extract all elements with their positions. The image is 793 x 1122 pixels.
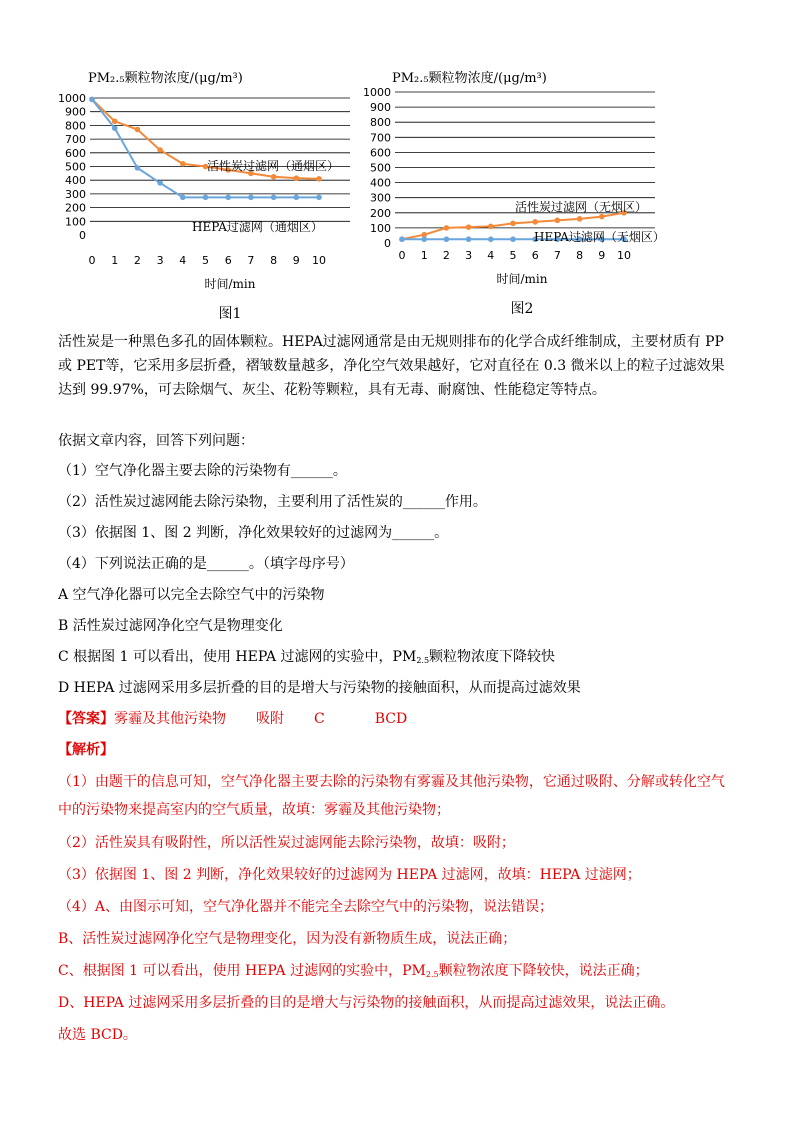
data-point: [316, 176, 322, 182]
x-tick-label: 5: [202, 254, 209, 267]
x-tick-label: 7: [553, 249, 561, 262]
figure-1-chart: [50, 0, 370, 330]
data-point: [532, 219, 538, 225]
instruction: 依据文章内容，回答下列问题：: [58, 433, 254, 449]
option-c: [58, 646, 748, 666]
series-label: HEPA过滤网（通烟区）: [192, 220, 323, 234]
data-point: [248, 195, 254, 201]
analysis-p8: 故选 BCD。: [58, 1027, 137, 1043]
y-tick-label: 200: [370, 206, 391, 220]
series-line: [92, 99, 319, 197]
analysis-p6-tail: 颗粒物浓度下降较快，说法正确；: [438, 963, 649, 979]
analysis-p1: （1）由题干的信息可知，空气净化器主要去除的污染物有雾霾及其他污染物，它通过吸附、分解或转化空气中的污染物来提高室内的空气质量，故填：雾霾及其他污染物；: [58, 774, 725, 818]
question-1: （1）空气净化器主要去除的污染物有______。: [58, 463, 347, 479]
data-point: [112, 118, 118, 124]
option-c-tail: 颗粒物浓度下降较快: [429, 649, 556, 665]
figure-caption: 图1: [218, 306, 242, 322]
data-point: [157, 180, 163, 186]
x-tick-label: 6: [531, 249, 539, 262]
analysis-p6: [58, 960, 748, 980]
data-point: [466, 236, 472, 242]
answer-label: 【答案】: [58, 711, 114, 727]
data-point: [89, 97, 95, 103]
figure-1: [50, 0, 370, 330]
y-tick-label: 300: [65, 187, 86, 201]
analysis-p5: B、活性炭过滤网净化空气是物理变化，因为没有新物质生成，说法正确；: [58, 931, 517, 947]
data-point: [444, 225, 450, 231]
data-point: [599, 214, 605, 220]
data-point: [225, 195, 231, 201]
x-tick-label: 2: [442, 249, 450, 262]
answer-line: [58, 708, 748, 728]
x-tick-label: 8: [576, 249, 584, 262]
data-point: [203, 195, 209, 201]
y-tick-label: 0: [384, 237, 391, 250]
data-point: [316, 195, 322, 201]
y-tick-label: 1000: [363, 86, 391, 99]
x-tick-label: 3: [156, 254, 164, 267]
data-point: [510, 236, 516, 242]
data-point: [157, 147, 163, 153]
x-axis-label: 时间/min: [204, 277, 256, 291]
y-tick-label: 100: [370, 221, 391, 235]
option-b: B 活性炭过滤网净化空气是物理变化: [58, 618, 283, 634]
answer-1: 雾霾及其他污染物: [114, 711, 226, 727]
data-point: [577, 216, 583, 222]
y-tick-label: 600: [370, 146, 391, 160]
y-tick-label: 900: [370, 101, 391, 115]
analysis-p4: （4）A、由图示可知，空气净化器并不能完全去除空气中的污染物，说法错误；: [58, 899, 554, 915]
question-4: （4）下列说法正确的是______。（填字母序号）: [58, 556, 354, 572]
analysis-p2: （2）活性炭具有吸附性，所以活性炭过滤网能去除污染物，故填：吸附；: [58, 835, 515, 851]
y-tick-label: 600: [65, 146, 86, 160]
option-c-sub: 2.5: [416, 656, 430, 665]
analysis-p3: （3）依据图 1、图 2 判断，净化效果较好的过滤网为 HEPA 过滤网，故填：HEPA 过滤网；: [58, 867, 641, 883]
y-tick-label: 100: [65, 215, 86, 229]
x-tick-label: 0: [88, 254, 96, 267]
x-tick-label: 2: [133, 254, 141, 267]
data-point: [271, 195, 277, 201]
y-tick-label: 700: [370, 131, 391, 145]
x-tick-label: 10: [312, 254, 326, 267]
option-d: D HEPA 过滤网采用多层折叠的目的是增大与污染物的接触面积，从而提高过滤效果: [58, 680, 581, 696]
data-point: [294, 175, 300, 181]
figure-2-chart: [360, 0, 690, 330]
x-tick-label: 9: [598, 249, 606, 262]
chart-title: PM₂.₅颗粒物浓度/(μg/m³): [392, 71, 547, 86]
data-point: [510, 221, 516, 227]
data-point: [294, 195, 300, 201]
x-tick-label: 7: [247, 254, 255, 267]
x-tick-label: 6: [224, 254, 232, 267]
data-point: [555, 218, 561, 224]
x-tick-label: 1: [111, 254, 119, 267]
y-tick-label: 200: [65, 201, 86, 215]
x-tick-label: 9: [292, 254, 300, 267]
y-tick-label: 400: [65, 174, 86, 188]
option-a: A 空气净化器可以完全去除空气中的污染物: [58, 587, 325, 603]
data-point: [488, 224, 494, 230]
data-point: [112, 125, 118, 131]
question-2: （2）活性炭过滤网能去除污染物，主要利用了活性炭的______作用。: [58, 494, 487, 510]
y-tick-label: 800: [370, 116, 391, 130]
x-tick-label: 4: [487, 249, 495, 262]
y-tick-label: 300: [370, 191, 391, 205]
y-tick-label: 700: [65, 133, 86, 147]
data-point: [135, 127, 141, 133]
y-tick-label: 500: [65, 160, 86, 174]
x-tick-label: 5: [509, 249, 517, 262]
y-tick-label: 800: [65, 119, 86, 133]
data-point: [399, 236, 405, 242]
answer-3: C: [314, 711, 325, 727]
data-point: [180, 195, 186, 201]
data-point: [271, 174, 277, 180]
series-label: 活性炭过滤网（通烟区）: [207, 159, 340, 173]
figure-2: [360, 0, 690, 330]
data-point: [180, 161, 186, 167]
figure-caption: 图2: [510, 301, 534, 317]
y-tick-label: 900: [65, 105, 86, 119]
y-tick-label: 500: [370, 161, 391, 175]
x-axis-label: 时间/min: [496, 272, 548, 286]
question-3: （3）依据图 1、图 2 判断，净化效果较好的过滤网为______。: [58, 525, 449, 541]
x-tick-label: 4: [179, 254, 187, 267]
y-tick-label: 400: [370, 176, 391, 190]
y-tick-label: 1000: [58, 92, 86, 105]
x-tick-label: 1: [420, 249, 428, 262]
chart-title: PM₂.₅颗粒物浓度/(μg/m³): [88, 71, 243, 86]
x-tick-label: 8: [270, 254, 278, 267]
data-point: [135, 165, 141, 171]
answer-4: BCD: [374, 711, 408, 727]
answer-2: 吸附: [256, 711, 284, 727]
option-c-text: C 根据图 1 可以看出，使用 HEPA 过滤网的实验中，PM: [58, 649, 417, 665]
data-point: [444, 236, 450, 242]
analysis-p6-sub: 2.5: [425, 970, 439, 979]
x-tick-label: 10: [617, 249, 631, 262]
data-point: [421, 236, 427, 242]
data-point: [466, 224, 472, 230]
analysis-p7: D、HEPA 过滤网采用多层折叠的目的是增大与污染物的接触面积，从而提高过滤效果，说法正确。: [58, 995, 675, 1011]
series-label: 活性炭过滤网（无烟区）: [515, 200, 648, 214]
data-point: [488, 236, 494, 242]
series-label: HEPA过滤网（无烟区）: [534, 230, 665, 244]
analysis-label: 【解析】: [58, 742, 114, 758]
x-tick-label: 0: [398, 249, 406, 262]
passage: 活性炭是一种黑色多孔的固体颗粒。HEPA过滤网通常是由无规则排布的化学合成纤维制成，主要材质有 PP 或 PET等，它采用多层折叠，褶皱数量越多，净化空气效果越好，它对直径在 0.3 微米以上的粒子过滤效果达到 99.97%，可去除烟气、灰尘、花粉等颗粒，具有无毒、耐腐蚀、性能稳定等特点。: [58, 334, 725, 398]
y-tick-label: 0: [79, 229, 86, 242]
analysis-p6-text: C、根据图 1 可以看出，使用 HEPA 过滤网的实验中，PM: [58, 963, 426, 979]
x-tick-label: 3: [465, 249, 473, 262]
